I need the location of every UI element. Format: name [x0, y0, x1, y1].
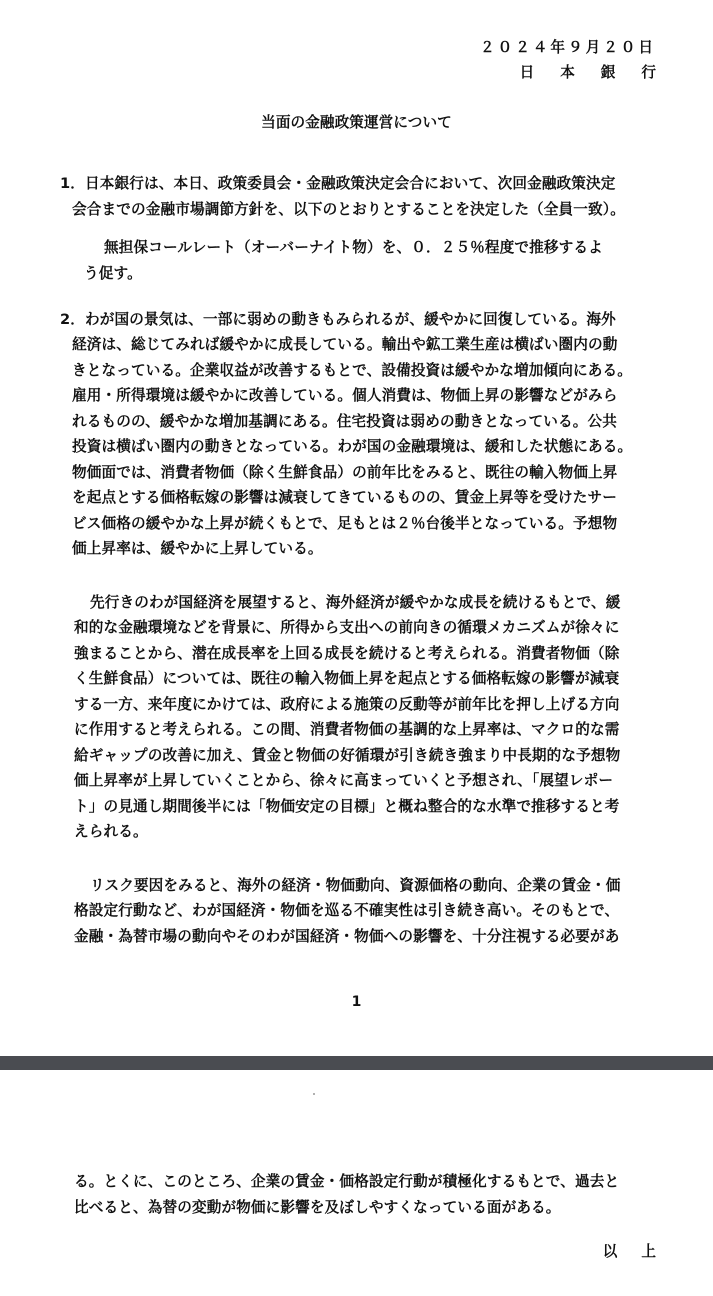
paragraph-line: 投資は横ばい圏内の動きとなっている。わが国の金融環境は、緩和した状態にある。	[72, 438, 633, 455]
paragraph-line: く生鮮食品）については、既往の輸入物価上昇を起点とする価格転嫁の影響が減衰	[74, 670, 620, 687]
release-date: ２０２４年９月２０日	[480, 39, 656, 56]
paragraph-line: 先行きのわが国経済を展望すると、海外経済が緩やかな成長を続けるもとで、緩	[90, 594, 621, 611]
paragraph-line: 雇用・所得環境は緩やかに改善している。個人消費は、物価上昇の影響などがみら	[72, 387, 618, 404]
paragraph-line: する一方、来年度にかけては、政府による施策の反動等が前年比を押し上げる方向	[74, 696, 620, 713]
paragraph-line: を起点とする価格転嫁の影響は減衰してきているものの、賃金上昇等を受けたサー	[72, 489, 617, 506]
closing-mark: 以上	[602, 1243, 680, 1260]
paragraph-line: えられる。	[74, 823, 148, 840]
paragraph-line: れるものの、緩やかな増加基調にある。住宅投資は弱めの動きとなっている。公共	[72, 413, 617, 430]
paragraph-line: る。とくに、このところ、企業の賃金・価格設定行動が積極化するもとで、過去と	[74, 1173, 620, 1190]
paragraph-line: 経済は、総じてみれば緩やかに成長している。輸出や鉱工業生産は横ばい圏内の動	[72, 336, 618, 353]
page-number: 1	[351, 994, 362, 1010]
paragraph-line: 比べると、為替の変動が物価に影響を及ぼしやすくなっている面がある。	[74, 1199, 561, 1216]
paragraph-line: 価上昇率が上昇していくことから、徐々に高まっていくと予想され、「展望レポー	[74, 772, 614, 789]
paragraph-line: 和的な金融環境などを背景に、所得から支出への前向きの循環メカニズムが徐々に	[74, 619, 620, 636]
document-title: 当面の金融政策運営について	[261, 114, 452, 131]
paragraph-line: リスク要因をみると、海外の経済・物価動向、資源価格の動向、企業の賃金・価	[90, 877, 621, 894]
paragraph-line: 格設定行動など、わが国経済・物価を巡る不確実性は引き続き高い。そのもとで、	[74, 902, 620, 919]
organization-name: 日本銀行	[519, 64, 682, 81]
paragraph-line: ト」の見通し期間後半には「物価安定の目標」と概ね整合的な水準で推移すると考	[74, 798, 620, 815]
policy-statement-line: 無担保コールレート（オーバーナイト物）を、０．２５％程度で推移するよ	[104, 239, 603, 256]
section-1-line: 1．日本銀行は、本日、政策委員会・金融政策決定会合において、次回金融政策決定	[60, 175, 616, 192]
policy-statement-line: う促す。	[84, 265, 142, 282]
paragraph-line: 2．わが国の景気は、一部に弱めの動きもみられるが、緩やかに回復している。海外	[60, 311, 616, 328]
paragraph-line: 強まることから、潜在成長率を上回る成長を続けると考えられる。消費者物価（除	[74, 645, 620, 662]
paragraph-line: に作用すると考えられる。この間、消費者物価の基調的な上昇率は、マクロ的な需	[74, 721, 620, 738]
page-separator	[0, 1056, 713, 1070]
paragraph-line: 金融・為替市場の動向やそのわが国経済・物価への影響を、十分注視する必要があ	[74, 928, 620, 945]
scan-speck	[313, 1093, 315, 1095]
paragraph-line: ビス価格の緩やかな上昇が続くもとで、足もとは２％台後半となっている。予想物	[72, 515, 618, 532]
paragraph-line: 価上昇率は、緩やかに上昇している。	[72, 540, 323, 557]
paragraph-line: 給ギャップの改善に加え、賃金と物価の好循環が引き続き強まり中長期的な予想物	[74, 747, 621, 764]
section-1-line: 会合までの金融市場調節方針を、以下のとおりとすることを決定した（全員一致）。	[72, 201, 625, 218]
paragraph-line: 物価面では、消費者物価（除く生鮮食品）の前年比をみると、既往の輸入物価上昇	[72, 464, 618, 481]
paragraph-line: きとなっている。企業収益が改善するもとで、設備投資は緩やかな増加傾向にある。	[72, 362, 632, 379]
